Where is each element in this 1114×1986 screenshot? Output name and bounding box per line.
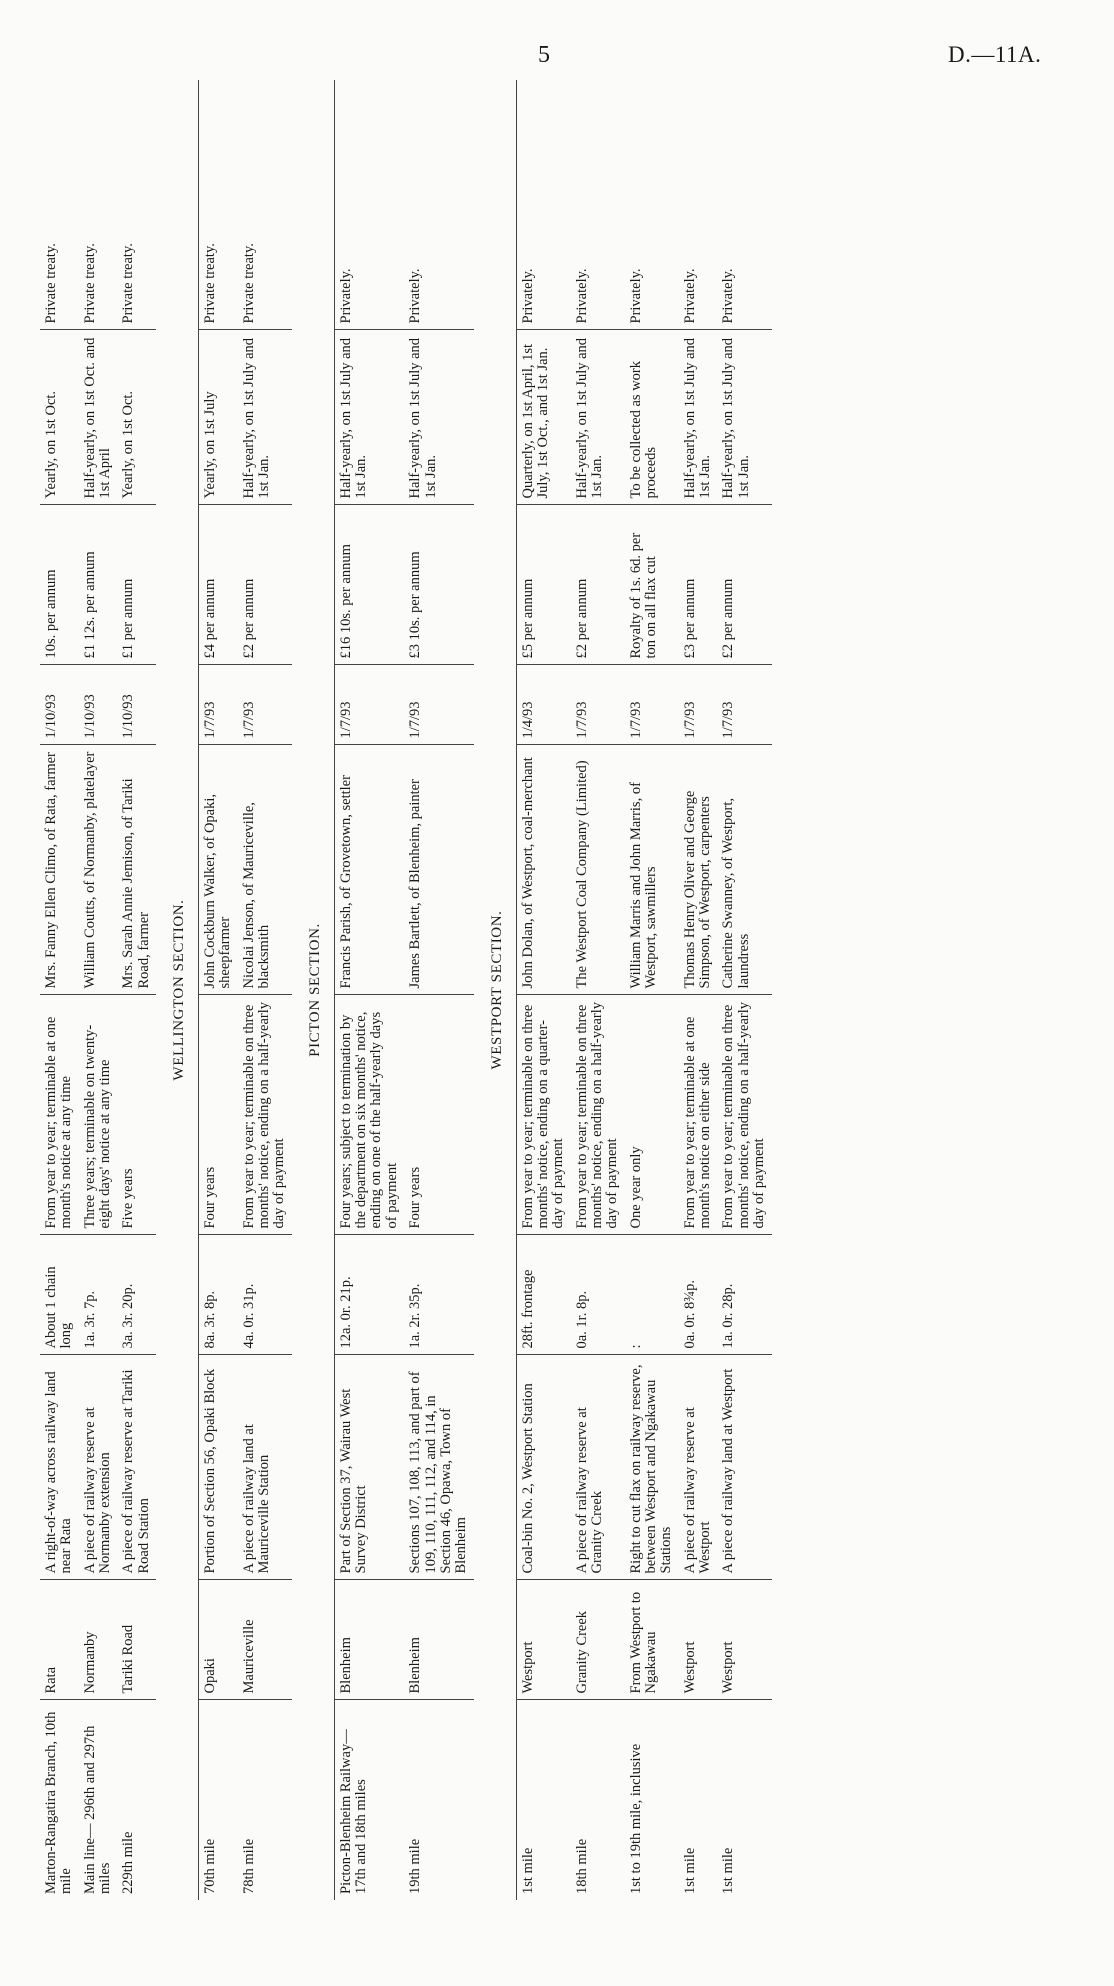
- table-row: [404, 80, 473, 1900]
- table-row: [238, 80, 292, 1900]
- cell-rent: £2 per annum: [717, 505, 771, 665]
- cell-mileage: Picton-Blenheim Railway— 17th and 18th miles: [334, 1700, 404, 1900]
- cell-mode-of-letting: Privately.: [516, 80, 571, 330]
- cell-lessee: Catherine Swanney, of Westport, laundress: [717, 745, 771, 995]
- cell-rent: £3 per annum: [679, 505, 718, 665]
- cell-payment-terms: Yearly, on 1st Oct.: [40, 330, 79, 505]
- cell-area: 3a. 3r. 20p.: [117, 1235, 156, 1355]
- cell-payment-terms: Half-yearly, on 1st July and 1st Jan.: [238, 330, 292, 505]
- cell-lessee: Francis Parish, of Grovetown, settler: [334, 745, 404, 995]
- cell-date-of-lease: 1/10/93: [40, 665, 79, 745]
- cell-term: One year only: [625, 995, 679, 1235]
- cell-date-of-lease: 1/7/93: [625, 665, 679, 745]
- cell-mileage: 1st mile: [516, 1700, 571, 1900]
- table-row: [717, 80, 771, 1900]
- cell-station: Rata: [40, 1580, 79, 1700]
- cell-payment-terms: Half-yearly, on 1st July and 1st Jan.: [334, 330, 404, 505]
- cell-date-of-lease: 1/7/93: [679, 665, 718, 745]
- cell-lessee: Nicolai Jenson, of Mauriceville, blacksmith: [238, 745, 292, 995]
- cell-rent: £16 10s. per annum: [334, 505, 404, 665]
- cell-mode-of-letting: Private treaty.: [117, 80, 156, 330]
- section-heading-row: [474, 80, 516, 1900]
- cell-mileage: 70th mile: [199, 1700, 238, 1900]
- cell-term: Four years; subject to termination by the department on six months' notice, ending on one of the half-yearly days of payment: [334, 995, 404, 1235]
- cell-mode-of-letting: Private treaty.: [199, 80, 238, 330]
- lease-table: [40, 80, 772, 1900]
- cell-description: A piece of railway reserve at Tariki Road Station: [117, 1355, 156, 1580]
- cell-term: From year to year; terminable at one month's notice at any time: [40, 995, 79, 1235]
- cell-station: Westport: [717, 1580, 771, 1700]
- cell-payment-terms: Half-yearly, on 1st Oct. and 1st April: [79, 330, 118, 505]
- cell-mileage: 78th mile: [240, 1838, 257, 1894]
- cell-mode-of-letting: Privately.: [404, 80, 473, 330]
- cell-station: Blenheim: [334, 1580, 404, 1700]
- cell-lessee: Thomas Henry Oliver and George Simpson, of Westport, carpenters: [679, 745, 718, 995]
- cell-date-of-lease: 1/7/93: [199, 665, 238, 745]
- cell-area: 28ft. frontage: [516, 1235, 571, 1355]
- cell-area: 4a. 0r. 31p.: [238, 1235, 292, 1355]
- cell-lessee: The Westport Coal Company (Limited): [571, 745, 625, 995]
- cell-mode-of-letting: Private treaty.: [79, 80, 118, 330]
- cell-date-of-lease: 1/7/93: [238, 665, 292, 745]
- cell-payment-terms: Quarterly, on 1st April, 1st July, 1st Oct., and 1st Jan.: [516, 330, 571, 505]
- rotated-lease-table-container: [40, 80, 1070, 1900]
- cell-station: Westport: [516, 1580, 571, 1700]
- cell-term: Five years: [117, 995, 156, 1235]
- cell-station: From Westport to Ngakawau: [625, 1580, 679, 1700]
- cell-rent: £1 12s. per annum: [79, 505, 118, 665]
- cell-term: From year to year; terminable on three months' notice, ending on a half-yearly day of payment: [238, 995, 292, 1235]
- cell-area: 12a. 0r. 21p.: [334, 1235, 404, 1355]
- cell-rent: £3 10s. per annum: [404, 505, 473, 665]
- cell-date-of-lease: 1/7/93: [334, 665, 404, 745]
- cell-date-of-lease: 1/7/93: [404, 665, 473, 745]
- cell-mode-of-letting: Private treaty.: [40, 80, 79, 330]
- cell-payment-terms: Half-yearly, on 1st July and 1st Jan.: [679, 330, 718, 505]
- cell-term: From year to year; terminable on three months' notice, ending on a half-yearly day of payment: [571, 995, 625, 1235]
- cell-date-of-lease: 1/7/93: [717, 665, 771, 745]
- cell-area: About 1 chain long: [40, 1235, 79, 1355]
- cell-payment-terms: Half-yearly, on 1st July and 1st Jan.: [404, 330, 473, 505]
- cell-area: 1a. 2r. 35p.: [404, 1235, 473, 1355]
- table-row: [199, 80, 238, 1900]
- cell-rent: £5 per annum: [516, 505, 571, 665]
- cell-date-of-lease: 1/10/93: [79, 665, 118, 745]
- section-heading-row: [156, 80, 198, 1900]
- cell-description: A piece of railway reserve at Normanby extension: [79, 1355, 118, 1580]
- cell-description: A piece of railway land at Mauriceville Station: [238, 1355, 292, 1580]
- cell-mode-of-letting: Privately.: [571, 80, 625, 330]
- cell-area: 0a. 0r. 8¾p.: [679, 1235, 718, 1355]
- cell-term: Four years: [199, 995, 238, 1235]
- document-reference: D.—11A.: [948, 42, 1042, 67]
- cell-date-of-lease: 1/10/93: [117, 665, 156, 745]
- cell-mileage: 1st to 19th mile, inclusive: [627, 1743, 644, 1894]
- cell-mileage: Main line— 296th and 297th miles: [81, 1725, 114, 1894]
- cell-payment-terms: Yearly, on 1st Oct.: [117, 330, 156, 505]
- cell-lessee: John Dolan, of Westport, coal-merchant: [516, 745, 571, 995]
- cell-description: Part of Section 37, Wairau West Survey District: [334, 1355, 404, 1580]
- table-row: [625, 80, 679, 1900]
- cell-payment-terms: Half-yearly, on 1st July and 1st Jan.: [571, 330, 625, 505]
- table-row: [571, 80, 625, 1900]
- section-heading: WESTPORT SECTION.: [488, 910, 505, 1070]
- cell-mileage: 1st mile: [720, 1847, 737, 1894]
- cell-payment-terms: Half-yearly, on 1st July and 1st Jan.: [717, 330, 771, 505]
- cell-mode-of-letting: Privately.: [334, 80, 404, 330]
- cell-station: Tariki Road: [117, 1580, 156, 1700]
- table-row: [334, 80, 404, 1900]
- cell-description: A right-of-way across railway land near Rata: [40, 1355, 79, 1580]
- cell-station: Granity Creek: [571, 1580, 625, 1700]
- cell-lessee: William Marris and John Marris, of Westport, sawmillers: [625, 745, 679, 995]
- cell-date-of-lease: 1/4/93: [516, 665, 571, 745]
- cell-lessee: William Coutts, of Normanby, platelayer: [79, 745, 118, 995]
- cell-rent: £1 per annum: [117, 505, 156, 665]
- cell-rent: £2 per annum: [571, 505, 625, 665]
- cell-mileage: 18th mile: [573, 1838, 590, 1894]
- page-number: 5: [538, 42, 550, 68]
- cell-term: Four years: [404, 995, 473, 1235]
- lease-table-body: [40, 80, 772, 1900]
- cell-description: A piece of railway reserve at Granity Creek: [571, 1355, 625, 1580]
- cell-station: Mauriceville: [238, 1580, 292, 1700]
- cell-mileage: 1st mile: [681, 1847, 698, 1894]
- cell-term: From year to year; terminable on three months' notice, ending on a quarter-day of payment: [516, 995, 571, 1235]
- cell-mileage: 19th mile: [407, 1838, 424, 1894]
- cell-description: A piece of railway reserve at Westport: [679, 1355, 718, 1580]
- cell-mileage: 229th mile: [120, 1831, 137, 1894]
- cell-lessee: James Bartlett, of Blenheim, painter: [404, 745, 473, 995]
- cell-mode-of-letting: Privately.: [717, 80, 771, 330]
- cell-area: 0a. 1r. 8p.: [571, 1235, 625, 1355]
- cell-description: Portion of Section 56, Opaki Block: [199, 1355, 238, 1580]
- cell-lessee: Mrs. Fanny Ellen Climo, of Rata, farmer: [40, 745, 79, 995]
- cell-station: Blenheim: [404, 1580, 473, 1700]
- cell-term: Three years; terminable on twenty-eight days' notice at any time: [79, 995, 118, 1235]
- cell-rent: £4 per annum: [199, 505, 238, 665]
- cell-area: 8a. 3r. 8p.: [199, 1235, 238, 1355]
- cell-term: From year to year; terminable at one month's notice on either side: [679, 995, 718, 1235]
- cell-lessee: John Cockburn Walker, of Opaki, sheepfarmer: [199, 745, 238, 995]
- section-heading-row: [292, 80, 334, 1900]
- cell-station: Westport: [679, 1580, 718, 1700]
- cell-lessee: Mrs. Sarah Annie Jemison, of Tariki Road, farmer: [117, 745, 156, 995]
- cell-description: Right to cut flax on railway reserve, between Westport and Ngakawau Stations: [625, 1355, 679, 1580]
- cell-mileage: Marton-Rangatira Branch, 10th mile: [43, 1711, 75, 1894]
- cell-mode-of-letting: Privately.: [625, 80, 679, 330]
- section-heading: WELLINGTON SECTION.: [171, 899, 188, 1081]
- cell-rent: Royalty of 1s. 6d. per ton on all flax cut: [625, 505, 679, 665]
- cell-mode-of-letting: Private treaty.: [238, 80, 292, 330]
- table-row: [679, 80, 718, 1900]
- cell-term: From year to year; terminable on three months' notice, ending on a half-yearly day of payment: [717, 995, 771, 1235]
- cell-area: 1a. 0r. 28p.: [717, 1235, 771, 1355]
- table-row: [40, 80, 79, 1900]
- section-heading: PICTON SECTION.: [306, 923, 323, 1057]
- cell-area: :: [625, 1235, 679, 1355]
- cell-description: A piece of railway land at Westport: [717, 1355, 771, 1580]
- cell-rent: £2 per annum: [238, 505, 292, 665]
- cell-mode-of-letting: Privately.: [679, 80, 718, 330]
- cell-payment-terms: Yearly, on 1st July: [199, 330, 238, 505]
- table-row: [516, 80, 571, 1900]
- cell-date-of-lease: 1/7/93: [571, 665, 625, 745]
- cell-description: Sections 107, 108, 113, and part of 109, 110, 111, 112, and 114, in Section 46, Opawa, Town of Blenheim: [404, 1355, 473, 1580]
- table-row: [79, 80, 118, 1900]
- cell-station: Opaki: [199, 1580, 238, 1700]
- cell-payment-terms: To be collected as work proceeds: [625, 330, 679, 505]
- cell-area: 1a. 3r. 7p.: [79, 1235, 118, 1355]
- table-row: [117, 80, 156, 1900]
- cell-station: Normanby: [79, 1580, 118, 1700]
- cell-description: Coal-bin No. 2, Westport Station: [516, 1355, 571, 1580]
- cell-rent: 10s. per annum: [40, 505, 79, 665]
